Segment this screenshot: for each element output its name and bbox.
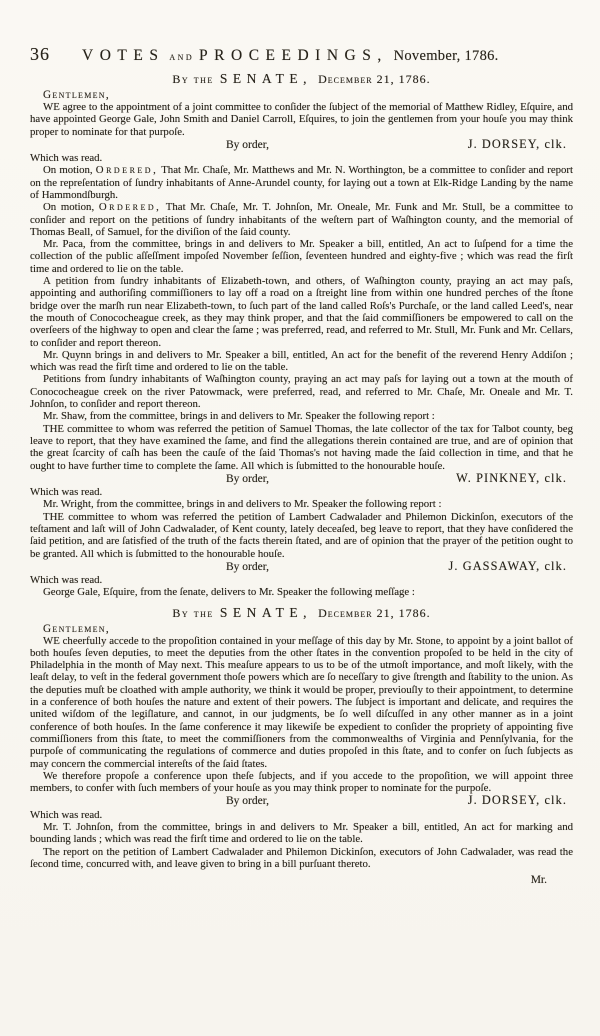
- byline-row-4: [30, 794, 573, 808]
- paca-bill-paragraph: Mr. Paca, from the committee, brings in and delivers to Mr. Speaker a bill, entitled, An act to ſuſpend for a time the collection of the public aſſeſſment impoſed November ſeſſion, ſeventeen hundred and eighty-five ; which was read the firſt time and ordered to lie on the table.: [30, 238, 573, 275]
- running-title-word2: PROCEEDINGS,: [199, 47, 388, 64]
- town-petitions-paragraph: Petitions from ſundry inhabitants of Waſhington county, praying an act may paſs for laying out a town at the mouth of Conococheague creek on the river Patowmack, were preferred, read, and referred to Mr. Chaſe, Mr. Oneale and Mr. T. Johnſon, to conſider and report thereon.: [30, 373, 573, 411]
- clerk-signature-pinkney: W. PINKNEY, clk.: [456, 470, 567, 485]
- thomas-committee-report: THE committee to whom was referred the petition of Samuel Thomas, the late collector of the tax for Talbot county, beg leave to report, that they have examined the ſame, and find the allegations therein contained are true, and are of opinion that the great ſcarcity of caſh has been the cauſe of the ſaid Thomas's not having made the ſaid collection in time, and that he ought to have further time to complete the ſame. All which is ſubmitted to the honourable houſe.: [30, 422, 573, 472]
- page-header: [30, 44, 573, 65]
- running-title-date: November, 1786.: [393, 48, 499, 64]
- cadwalader-committee-report: THE committee to whom was referred the petition of Lambert Cadwalader and Philemon Dickinſon, executors of the teſtament and laſt will of John Cadwalader, of Kent county, lately deceaſed, beg leave to report, that they have conſidered the ſaid petition, and are ſatisfied of the truth of the facts therein ſtated, and are of opinion that the prayer of the petition ought to be granted. All which is ſubmitted to the honourable houſe.: [30, 510, 573, 560]
- clerk-signature-dorsey-2: J. DORSEY, clk.: [467, 793, 567, 808]
- paragraph-text: On motion,: [43, 164, 96, 177]
- running-title-conjunction: and: [169, 51, 195, 63]
- by-order-label: By order,: [226, 795, 269, 808]
- second-reading-paragraph: The report on the petition of Lambert Cadwalader and Philemon Dickinſon, executors of John Cadwalader, was read the ſecond time, concurred with, and leave given to bring in a bill purſuant thereto.: [30, 845, 573, 870]
- shaw-report-intro: Mr. Shaw, from the committee, brings in and delivers to Mr. Speaker the following report :: [43, 410, 435, 423]
- senate-heading-1: [30, 71, 573, 87]
- senate-heading-2: [30, 605, 573, 621]
- running-title-word1: VOTES: [82, 47, 165, 64]
- byline-row-1: [30, 138, 573, 152]
- which-was-read-3: Which was read.: [30, 574, 103, 586]
- clerk-signature-gassaway: J. GASSAWAY, clk.: [448, 558, 567, 573]
- by-order-label: By order,: [226, 472, 269, 485]
- paragraph-text: That Mr. Chaſe, Mr. Matthews and Mr. N. Worthington, be a committee to conſider and report on the repreſentation of ſundry inhabitants of Anne-Arundel county, for laying out a town at Elk-Ridge Landing by the name of Hammondſburgh.: [30, 164, 573, 201]
- catchword: Mr.: [530, 874, 547, 887]
- senate-heading-name: SENATE,: [219, 604, 312, 620]
- johnson-bill-paragraph: Mr. T. Johnſon, from the committee, brings in and delivers to Mr. Speaker a bill, entitled, An act for marking and bounding lands ; which was read the firſt time and ordered to lie on the table.: [30, 820, 573, 846]
- senate-heading-name: SENATE,: [219, 71, 312, 86]
- byline-row-3: [30, 560, 573, 574]
- clerk-signature-dorsey: J. DORSEY, clk.: [467, 136, 567, 151]
- convention-message-paragraph: WE cheerfully accede to the propoſition contained in your meſſage of this day by Mr. Stone, to appoint by a joint ballot of both houſes ſeven deputies, to meet the deputies from the other ſtates in the convention propoſed to be held in the city of Philadelphia in the month of May next. This meaſure appears to us to be of the utmoſt importance, and moſt likely, with the leaſt delay, to veſt in the federal government thoſe powers which are ſo neceſſary to give ſtrength and ſtability to the union. As the deputies muſt be cloathed with ample authority, we think it would be proper, previouſly to their appointment, to determine in a conference of both houſes the nature and extent of their powers. The ſubject is important and delicate, and requires the united wiſdom of the legiſlature, and cannot, in our judgments, be ſo well diſcuſſed in any other manner as in a joint conference of both houſes. In the ſame conference it may likewiſe be expedient to conſider the propriety of appointing five commiſſioners from this ſtate, to meet the commiſſioners from the commonwealths of Virginia and Pennſylvania, for the purpoſe of communicating the regulations of commerce and duties propoſed in this ſtate, and to confer on ſuch ſubjects as may concern the commercial intereſts of the ſaid ſtates.: [30, 634, 573, 770]
- motion-paragraph-2: [30, 201, 573, 238]
- senate-heading-by: By the: [172, 72, 214, 86]
- senate-heading-date: December 21, 1786.: [318, 605, 431, 620]
- senate-heading-date: December 21, 1786.: [318, 72, 431, 86]
- running-title: [82, 47, 499, 65]
- page-number: 36: [30, 44, 50, 64]
- gale-message-intro: George Gale, Eſquire, from the ſenate, delivers to Mr. Speaker the following meſſage :: [43, 586, 415, 599]
- senate-heading-by: By the: [172, 605, 214, 620]
- which-was-read-1: Which was read.: [30, 152, 103, 165]
- by-order-label: By order,: [226, 138, 269, 151]
- quynn-bill-paragraph: Mr. Quynn brings in and delivers to Mr. Speaker a bill, entitled, An act for the benefit of the reverend Henry Addiſon ; which was read the firſt time and ordered to lie on the table.: [30, 348, 573, 374]
- senate-message-paragraph: WE agree to the appointment of a joint committee to conſider the ſubject of the memorial of Matthew Ridley, Eſquire, and have appointed George Gale, John Smith and Daniel Carroll, Eſquires, to join the gentlemen from your houſe you may think proper to nominate for that purpoſe.: [30, 101, 573, 138]
- by-order-label: By order,: [226, 560, 269, 573]
- salutation-1: Gentlemen,: [43, 89, 110, 101]
- road-petition-paragraph: A petition from ſundry inhabitants of Elizabeth-town, and others, of Waſhington county, praying an act may paſs, appointing and authoriſing commiſſioners to lay off a road on a ſtreight line from within one hundred perches of the ſtone bridge over the marſh run near Elizabeth-town, to ſuch part of the land called Roſs's Purchaſe, or the land called Leed's, near the mouth of Conococheague creek, as they may think proper, and that the ſaid commiſſioners be empowered to call on the overſeers of the highway to open and clear the ſame ; was preferred, read, and referred to Mr. Stull, Mr. Funk and Mr. Cellars, to conſider and report thereon.: [30, 275, 573, 349]
- paragraph-text: That Mr. Chaſe, Mr. T. Johnſon, Mr. Oneale, Mr. Funk and Mr. Stull, be a committee to conſider and report on the petitions of ſundry inhabitants of the weſtern part of Waſhington county, and the memorial of Thomas Beall, of Samuel, for the diviſion of the ſaid county.: [30, 201, 573, 238]
- byline-row-2: [30, 472, 573, 486]
- salutation-2: Gentlemen,: [43, 622, 110, 635]
- ordered-keyword: Ordered,: [95, 164, 159, 177]
- which-was-read-4: Which was read.: [30, 808, 103, 821]
- conference-proposal-paragraph: We therefore propoſe a conference upon theſe ſubjects, and if you accede to the propoſition, we will appoint three members, to confer with ſuch members of your houſe as you may think proper to nominate for the purpoſe.: [30, 769, 573, 795]
- motion-paragraph-1: [30, 164, 573, 201]
- wright-report-intro: Mr. Wright, from the committee, brings in and delivers to Mr. Speaker the following report :: [43, 498, 442, 511]
- which-was-read-2: Which was read.: [30, 486, 103, 499]
- paragraph-text: On motion,: [43, 201, 99, 214]
- ordered-keyword: Ordered,: [98, 201, 162, 214]
